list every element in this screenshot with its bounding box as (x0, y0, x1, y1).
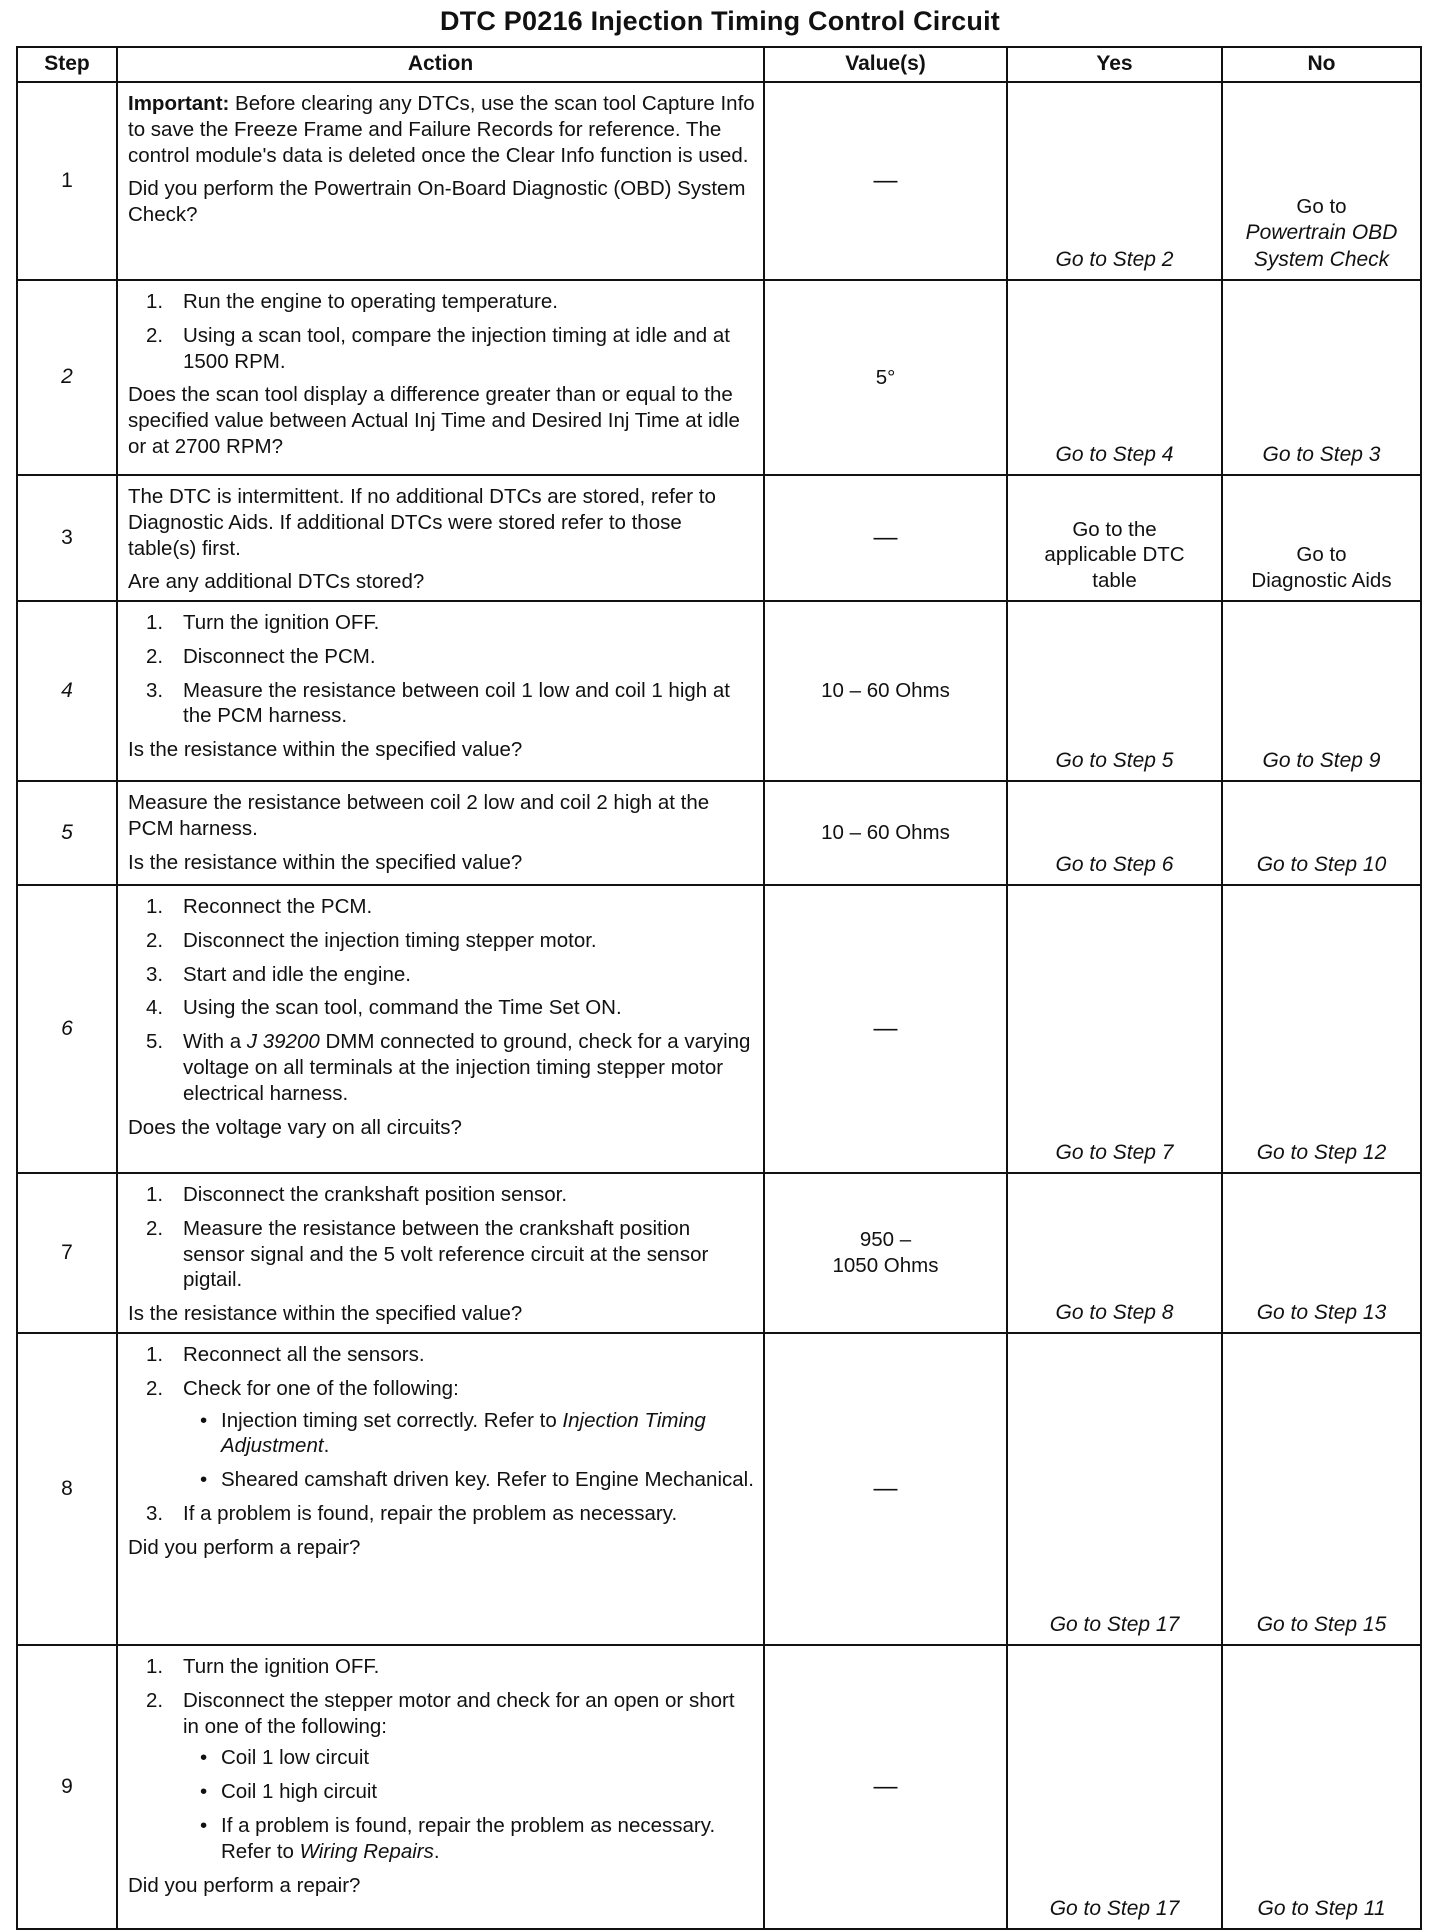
value-cell (764, 601, 1007, 781)
action-cell (117, 1645, 764, 1929)
table-row (17, 601, 1421, 781)
yes-cell (1007, 280, 1222, 475)
header-action: Action (117, 47, 764, 82)
no-link[interactable]: Go to Step 13 (1256, 1300, 1387, 1324)
step-number: 8 (17, 1333, 117, 1645)
no-cell (1222, 601, 1421, 781)
yes-link[interactable]: Go to Step 17 (1049, 1896, 1180, 1920)
list-item: 1. Reconnect all the sensors. (146, 1343, 425, 1366)
list-item: 1. Turn the ignition OFF. (146, 611, 380, 634)
yes-link[interactable]: Go to Step 6 (1055, 852, 1174, 876)
action-cell (117, 601, 764, 781)
list-item: 2. Measure the resistance between the crankshaft position sensor signal and the 5 volt reference circuit at the sensor pigtail. (146, 1216, 709, 1292)
action-cell (117, 280, 764, 475)
value-text: — (873, 523, 898, 551)
bullet-list (183, 1408, 755, 1493)
step-number: 7 (17, 1173, 117, 1333)
yes-cell (1007, 1333, 1222, 1645)
bullet-item: • Coil 1 high circuit (200, 1780, 378, 1804)
no-link[interactable]: Go to Step 12 (1256, 1140, 1387, 1164)
value-cell (764, 1645, 1007, 1929)
no-link[interactable]: Powertrain OBD System Check (1245, 221, 1398, 271)
bullet-list (183, 1745, 755, 1864)
no-cell (1222, 781, 1421, 885)
question-text: Did you perform the Powertrain On-Board Diagnostic (OBD) System Check? (128, 177, 746, 227)
yes-link[interactable]: Go to Step 8 (1055, 1300, 1174, 1324)
value-cell (764, 1173, 1007, 1333)
header-no: No (1222, 47, 1421, 82)
important-label: Important: (128, 92, 230, 115)
yes-cell (1007, 1645, 1222, 1929)
list-item: 3. Start and idle the engine. (146, 962, 411, 986)
bullet-item: • Sheared camshaft driven key. Refer to Engine Mechanical. (200, 1468, 754, 1492)
action-steps (128, 1342, 755, 1527)
yes-cell (1007, 475, 1222, 601)
bullet-icon: • (200, 1780, 208, 1804)
list-item: 3. Measure the resistance between coil 1 low and coil 1 high at the PCM harness. (146, 678, 730, 728)
bullet-item: • If a problem is found, repair the problem as necessary. Refer to Wiring Repairs. (200, 1814, 716, 1863)
yes-link[interactable]: Go to Step 4 (1055, 442, 1174, 466)
table-row (17, 885, 1421, 1173)
list-item: 2. Using a scan tool, compare the injection timing at idle and at 1500 RPM. (146, 323, 730, 373)
no-text[interactable]: Go to Diagnostic Aids (1251, 543, 1392, 593)
yes-text[interactable]: Go to the applicable DTC table (1044, 517, 1185, 593)
table-header-row (17, 47, 1421, 82)
list-item: 4. Using the scan tool, command the Time Set ON. (146, 996, 622, 1020)
action-cell (117, 885, 764, 1173)
action-cell (117, 781, 764, 885)
step-number: 4 (17, 601, 117, 781)
yes-cell (1007, 885, 1222, 1173)
list-item: 2. Disconnect the injection timing stepper motor. (146, 928, 597, 952)
step-number: 5 (17, 781, 117, 885)
step-number: 1 (17, 82, 117, 280)
question-text: Does the scan tool display a difference greater than or equal to the specified value between Actual Inj Time and Desired Inj Time at idle or at 2700 RPM? (128, 383, 740, 459)
no-prefix: Go to (1296, 195, 1347, 219)
yes-link[interactable]: Go to Step 7 (1055, 1140, 1174, 1164)
yes-cell (1007, 781, 1222, 885)
action-steps (128, 1654, 755, 1865)
action-cell (117, 475, 764, 601)
yes-link[interactable]: Go to Step 17 (1049, 1612, 1180, 1636)
value-text: — (873, 1474, 898, 1502)
no-cell (1222, 280, 1421, 475)
question-text: Is the resistance within the specified value? (128, 850, 523, 874)
no-cell (1222, 885, 1421, 1173)
no-link[interactable]: Go to Step 9 (1262, 748, 1381, 772)
action-text: Measure the resistance between coil 2 low and coil 2 high at the PCM harness. (128, 791, 710, 840)
question-text: Did you perform a repair? (128, 1535, 361, 1559)
list-item: 3. If a problem is found, repair the problem as necessary. (146, 1502, 678, 1526)
no-link[interactable]: Go to Step 3 (1262, 442, 1381, 466)
no-cell (1222, 1333, 1421, 1645)
action-steps (128, 1182, 755, 1293)
value-cell (764, 781, 1007, 885)
value-text: 10 – 60 Ohms (821, 679, 950, 703)
action-cell (117, 1333, 764, 1645)
value-text: 5° (875, 365, 896, 389)
table-row (17, 1645, 1421, 1929)
yes-cell (1007, 82, 1222, 280)
no-link[interactable]: Go to Step 10 (1256, 852, 1387, 876)
list-item: 2. Disconnect the stepper motor and check for an open or short in one of the following: • Coil 1 low circuit • Coil 1 high circuit • If a problem is found, repair the problem as necessary. Refer to Wiring Repairs. (128, 1688, 755, 1865)
action-steps (128, 289, 755, 374)
important-note (128, 91, 755, 168)
question-text: Is the resistance within the specified value? (128, 1302, 523, 1326)
no-link[interactable]: Go to Step 15 (1256, 1612, 1387, 1636)
no-cell (1222, 1645, 1421, 1929)
header-step: Step (17, 47, 117, 82)
list-item: 1. Disconnect the crankshaft position sensor. (146, 1183, 568, 1206)
yes-link[interactable]: Go to Step 2 (1055, 247, 1174, 271)
yes-link[interactable]: Go to Step 5 (1055, 748, 1174, 772)
value-cell (764, 1333, 1007, 1645)
value-text-line2: 1050 Ohms (832, 1254, 939, 1277)
table-row (17, 475, 1421, 601)
header-yes: Yes (1007, 47, 1222, 82)
step-number: 3 (17, 475, 117, 601)
action-steps (128, 894, 755, 1107)
value-cell (764, 475, 1007, 601)
bullet-icon: • (200, 1746, 208, 1770)
table-row (17, 1333, 1421, 1645)
bullet-icon: • (200, 1468, 208, 1492)
step-number: 6 (17, 885, 117, 1173)
question-text: Are any additional DTCs stored? (128, 570, 425, 594)
value-text: — (873, 166, 898, 194)
value-cell (764, 885, 1007, 1173)
step-number: 9 (17, 1645, 117, 1929)
table-row (17, 1173, 1421, 1333)
bullet-icon: • (200, 1814, 208, 1838)
diagnostic-table (16, 46, 1422, 1930)
tool-reference: J 39200 (246, 1030, 320, 1054)
question-text: Is the resistance within the specified value? (128, 738, 523, 762)
list-item: 2. Disconnect the PCM. (146, 644, 376, 668)
action-cell (117, 1173, 764, 1333)
value-text-line1: 950 – (859, 1228, 912, 1252)
list-item: 1. Run the engine to operating temperature. (146, 290, 558, 313)
table-row (17, 82, 1421, 280)
value-text: 10 – 60 Ohms (821, 821, 950, 845)
yes-cell (1007, 601, 1222, 781)
step-number: 2 (17, 280, 117, 475)
bullet-icon: • (200, 1408, 208, 1432)
bullet-item: • Coil 1 low circuit (200, 1746, 370, 1770)
list-item: 1. Turn the ignition OFF. (146, 1655, 380, 1678)
no-cell (1222, 82, 1421, 280)
yes-cell (1007, 1173, 1222, 1333)
list-item: 5. With a J 39200 DMM connected to ground, check for a varying voltage on all terminals at the injection timing stepper motor electrical harness. (146, 1030, 751, 1105)
header-values: Value(s) (764, 47, 1007, 82)
value-cell (764, 280, 1007, 475)
no-cell (1222, 1173, 1421, 1333)
reference-link[interactable]: Wiring Repairs (299, 1839, 434, 1863)
action-steps (128, 610, 755, 729)
action-cell (117, 82, 764, 280)
question-text: Does the voltage vary on all circuits? (128, 1115, 462, 1139)
table-row (17, 781, 1421, 885)
no-link[interactable]: Go to Step 11 (1257, 1896, 1386, 1920)
action-text: The DTC is intermittent. If no additional DTCs are stored, refer to Diagnostic Aids. If additional DTCs were stored refer to those table(s) first. (128, 485, 716, 560)
value-text: — (873, 1772, 898, 1800)
important-text: Before clearing any DTCs, use the scan tool Capture Info to save the Freeze Frame and Failure Records for reference. The control module's data is deleted once the Clear Info function is used. (128, 92, 755, 167)
table-row (17, 280, 1421, 475)
value-text: — (873, 1014, 898, 1042)
list-item: 2. Check for one of the following: • Injection timing set correctly. Refer to Injection Timing Adjustment. • Sheared camshaft driven key. Refer to Engine Mechanical. (146, 1376, 754, 1492)
list-item: 1. Reconnect the PCM. (146, 895, 373, 918)
reference-link[interactable]: Injection Timing Adjustment (221, 1408, 706, 1458)
bullet-item: • Injection timing set correctly. Refer to Injection Timing Adjustment. (200, 1408, 706, 1458)
no-cell (1222, 475, 1421, 601)
question-text: Did you perform a repair? (128, 1873, 361, 1897)
page-title: DTC P0216 Injection Timing Control Circuit (440, 6, 1000, 36)
value-cell (764, 82, 1007, 280)
